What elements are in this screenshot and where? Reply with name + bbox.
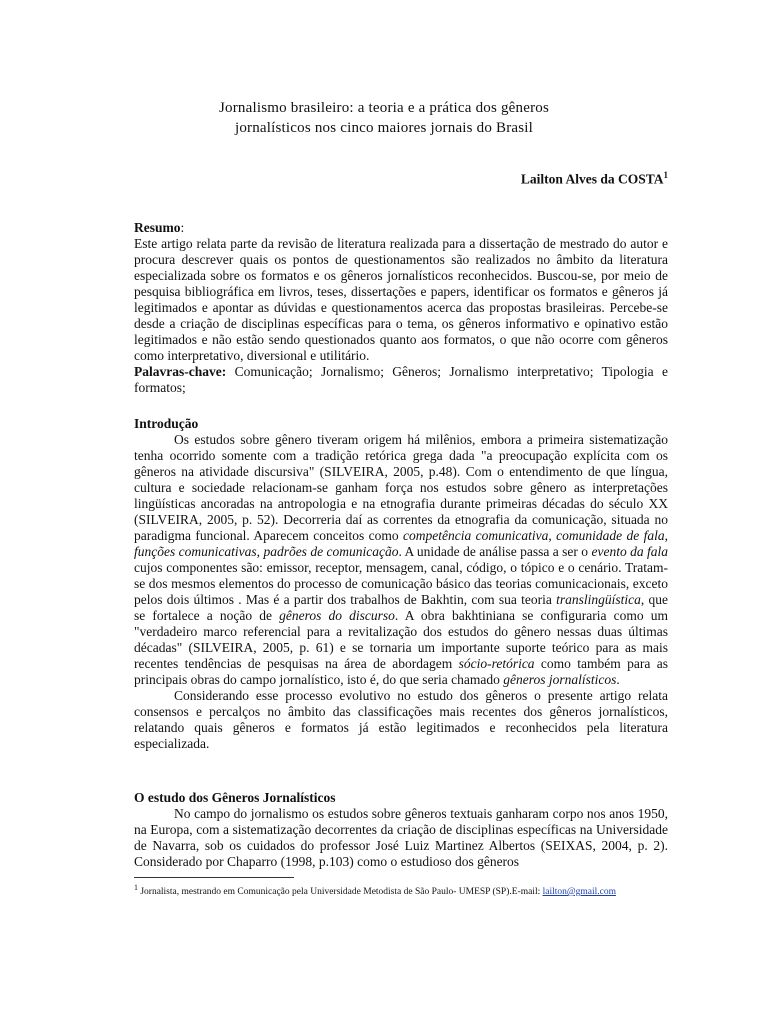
abstract-block <box>134 220 668 396</box>
intro-italic-term: gêneros do discurso <box>279 608 395 623</box>
intro-text-segment: Os estudos sobre gênero tiveram origem há milênios, embora a primeira sistematização tenha ocorrido somente com a tradição retórica grega dada "a preocupação explícita com os gêneros na atividade discursiva" (SILVEIRA, 2005, p.48). Com o entendimento de que língua, cultura e sociedade relacionam-se ganham força nos estudos sobre gênero as interpretações lingüísticas ancoradas na antropologia e na etnografia durante primeiras décadas do século XX (SILVEIRA, 2005, p. 52). Decorreria daí as correntes da etnografia da comunicação, situada no paradigma funcional. Aparecem conceitos como <box>134 432 668 543</box>
genres-section-heading: O estudo dos Gêneros Jornalísticos <box>134 790 336 805</box>
abstract-paragraph <box>134 220 668 364</box>
author-name <box>521 170 668 188</box>
footnote <box>134 882 668 898</box>
introduction-paragraph-1 <box>134 432 668 688</box>
keywords-paragraph <box>134 364 668 396</box>
keywords-label: Palavras-chave: <box>134 364 227 379</box>
intro-text-segment: cujos componentes são: emissor, receptor, mensagem, canal, código, o tópico e o cenário. Tratam-se dos mesmos elementos do processo de comunicação básico das teorias comunicacionais, exceto pelos dois últimos . Mas é a partir dos trabalhos de Bakhtin, com sua teoria <box>134 560 668 607</box>
intro-italic-term: gêneros jornalísticos <box>503 672 617 687</box>
introduction-section <box>134 416 668 752</box>
keywords-text: Comunicação; Jornalismo; Gêneros; Jornalismo interpretativo; Tipologia e formatos; <box>134 364 668 395</box>
introduction-paragraph-2: Considerando esse processo evolutivo no estudo dos gêneros o presente artigo relata consensos e percalços no âmbito das classificações mais recentes dos gêneros jornalísticos, relatando quais gêneros e formatos já estão legitimados e reconhecidos pela literatura especializada. <box>134 688 668 751</box>
paper-title <box>0 98 768 138</box>
abstract-label-colon: : <box>180 220 185 235</box>
intro-text-segment: como também para as principais obras do campo jornalístico, isto é, do que seria chamado <box>134 656 668 687</box>
author-email-link[interactable]: lailton@gmail.com <box>542 887 616 898</box>
abstract-label: Resumo <box>134 220 181 235</box>
title-line-2: jornalísticos nos cinco maiores jornais do Brasil <box>234 120 534 136</box>
abstract-body: Este artigo relata parte da revisão de literatura realizada para a dissertação de mestrado do autor e procura descrever quais os pontos de questionamentos são realizados no âmbito da literatura especializada sobre os formatos e os gêneros jornalísticos reconhecidos. Buscou-se, por meio de pesquisa bibliográfica em livros, teses, dissertações e papers, identificar os formatos e gêneros já legitimados e apontar as dúvidas e questionamentos acerca das propostas brasileiras. Percebe-se desde a criação de disciplinas específicas para o tema, os gêneros informativo e opinativo estão legitimados e não estão sendo questionados quanto aos formatos, o que não ocorre com gêneros como interpretativo, diversional e utilitário. <box>134 236 668 363</box>
intro-text-segment: , <box>548 528 557 543</box>
intro-text-segment: . A obra bakhtiniana se configuraria como um "verdadeiro marco referencial para a revitalização dos estudos do gênero nessas duas últimas décadas" (SILVEIRA, 2005, p. 61) e se tornaria um importante suporte teórico para as mais recentes tendências de pesquisas na área de abordagem <box>134 608 668 671</box>
intro-text-segment: , que se fortalece a noção de <box>134 592 668 623</box>
intro-italic-term: sócio-retórica <box>458 656 535 671</box>
title-line-1: Jornalismo brasileiro: a teoria e a prática dos gêneros <box>218 100 550 116</box>
intro-italic-term: padrões de comunicação <box>263 544 399 559</box>
footnote-text: Jornalista, mestrando em Comunicação pela Universidade Metodista de São Paulo- UMESP (SP).E-mail: <box>137 887 543 898</box>
footnote-mark: 1 <box>134 883 138 892</box>
author-footnote-mark: 1 <box>663 170 668 180</box>
intro-text-segment: , <box>664 528 668 543</box>
author-name-text: Lailton Alves da COSTA <box>520 171 664 187</box>
intro-italic-term: evento da fala <box>591 544 669 559</box>
intro-italic-term: comunidade de fala <box>556 528 665 543</box>
introduction-heading: Introdução <box>134 416 199 431</box>
intro-text-segment: . A unidade de análise passa a ser o <box>398 544 592 559</box>
intro-italic-term: funções comunicativas <box>134 544 257 559</box>
intro-text-segment: , <box>256 544 264 559</box>
intro-italic-term: translingüística <box>556 592 641 607</box>
intro-text-segment: . <box>616 672 620 687</box>
intro-italic-term: competência comunicativa <box>402 528 549 543</box>
genres-section-paragraph-1: No campo do jornalismo os estudos sobre gêneros textuais ganharam corpo nos anos 1950, na Europa, com a sistematização decorrentes da criação de disciplinas específicas na Universidade de Navarra, sob os cuidados do professor José Luiz Martinez Albertos (SEIXAS, 2004, p. 2). Considerado por Chaparro (1998, p.103) como o estudioso dos gêneros <box>134 806 668 869</box>
genres-section <box>134 790 668 870</box>
footnote-divider <box>134 877 294 878</box>
